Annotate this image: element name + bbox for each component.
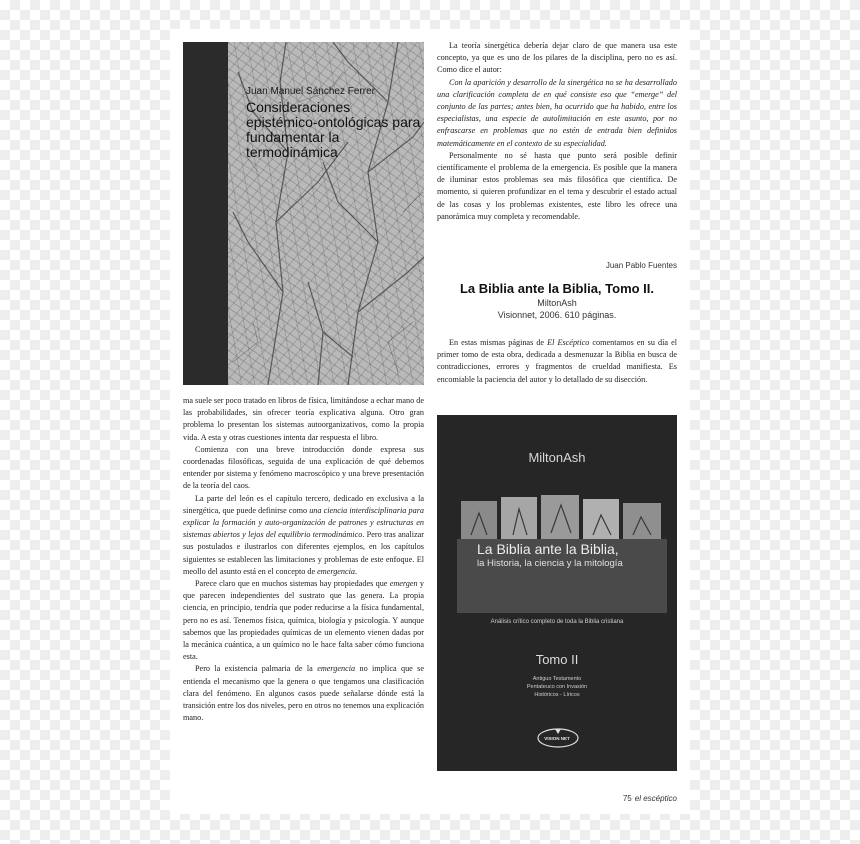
review-body <box>437 337 677 386</box>
text-run: En estas mismas páginas de <box>449 338 548 347</box>
review-heading <box>437 281 677 321</box>
review-publisher: Visionnet, 2006. 610 páginas. <box>497 310 617 320</box>
review-title: La Biblia ante la Biblia, Tomo II. <box>459 281 655 296</box>
cover-volume: Tomo II <box>535 652 579 667</box>
paragraph: Comienza con una breve introducción donde expresa sus coordenadas filosóficas, seguida de una explicación de qué debemos entender por sistema y fenómeno macroscópico y una breve presentación de la teoría del caos. <box>183 444 424 491</box>
paragraph <box>437 337 677 386</box>
quote-text: Con la aparición y desarrollo de la sinergética no se ha desarrollado una clarificación completa de en qué consiste eso que “emerge” del conjunto de las partes; antes bien, ha ocurrido que ha habido, entre los especialistas, una especie de autolimitación en este asunto, por no enfrascarse en problemas que no estén de entrada bien definidos matemáticamente en el contexto de su especialidad. <box>437 77 677 148</box>
cover-brand: MiltonAsh <box>528 450 586 465</box>
cover-title: La Biblia ante la Biblia, <box>477 541 619 557</box>
text-run: . Pero tras analizar sus postulados e ilustrarlos con diferentes ejemplos, en los capítulos siguientes se establecen las limitaciones y problemas de este enfoque. El meollo del asunto está en el concepto de <box>183 530 424 576</box>
cover-subtitle: la Historia, la ciencia y la mitología <box>477 558 623 569</box>
cover-author: Juan Manuel Sánchez Ferrer <box>246 86 375 97</box>
book-cover-biblia <box>437 415 677 771</box>
page-footer <box>570 794 677 803</box>
text-run: Pero la existencia palmaria de la <box>195 664 318 674</box>
cover-tagline: Análisis crítico completo de toda la Biblia cristiana <box>490 619 624 625</box>
emphasis-text: El Escéptico <box>547 338 590 347</box>
review-signature: Juan Pablo Fuentes <box>605 261 677 270</box>
text-run: y que parecen independientes del sustrato que las genera. La propia ciencia, en principio, tendría que poder reducirse a la física fundamental, pero no es así. Tenemos física, química, biología y psicología. Y aunque sabemos que las propiedades químicas de un elemento vienen dadas por la mecánica cuántica, a un químico no le hace falta saber cómo funciona esta. <box>183 579 424 662</box>
text-run: no implica que se entienda el mecanismo que la genera o que tengamos una clasificación clara del fenómeno. En algunos casos puede señalarse dónde está la transición entre los dos niveles, pero en otros no tenemos una explicación mano. <box>183 664 425 723</box>
cover-contents-line: Históricos - Líricos <box>534 692 580 698</box>
paragraph: ma suele ser poco tratado en libros de física, limitándose a echar mano de las probabilidades, sin ofrecer teoría explicativa alguna. Otro gran problema lo presentan los sistemas autoorganizativos, como la propia vida. A esta y otras cuestiones intenta dar respuesta el libro. <box>183 396 424 442</box>
paragraph <box>183 493 424 578</box>
cover-contents-line: Pentateuco con Invasión <box>526 684 588 690</box>
cover-title: Consideraciones epistémico-ontológicas para fundamentar la termodinámica <box>246 99 421 160</box>
right-text-column <box>437 40 677 223</box>
book-cover-thermodynamics <box>183 42 424 385</box>
quote-paragraph <box>437 77 677 150</box>
paragraph <box>183 578 424 663</box>
magazine-page <box>170 29 690 814</box>
emphasis-text: emergencia <box>317 566 356 576</box>
cover-contents-line: Antiguo Testamento <box>532 676 582 682</box>
cover-spine <box>183 42 228 385</box>
emphasis-text: emergen <box>389 579 418 589</box>
text-run: La parte del león es el capítulo tercero, dedicado en exclusiva a la sinergética, que puede definirse como <box>183 493 424 515</box>
text-run: Parece claro que en muchos sistemas hay propiedades que <box>195 579 390 589</box>
magazine-name: el escéptico <box>634 794 677 803</box>
cover-image-strip <box>461 495 661 541</box>
review-author: MiltonAsh <box>537 298 577 308</box>
cover-contents <box>437 675 677 699</box>
emphasis-text: emergencia <box>317 664 356 674</box>
emphasis-text: una ciencia interdisciplinaria para explicar la formación y auto-organización de patrones y estructuras en sistemas abiertos y lejos del equilibrio termodinámico <box>183 505 424 540</box>
left-text-column <box>183 395 424 724</box>
page-number: 75 <box>622 794 632 803</box>
text-run: . <box>355 566 358 576</box>
paragraph <box>183 663 424 724</box>
paragraph: Personalmente no sé hasta que punto será posible definir científicamente el problema de la emergencia. Es posible que la manera de iluminar estos problemas sea más filosófica que científica. De momento, si quieren profundizar en el tema y descubrir el estado actual de las cosas y los problemas existentes, este libro les ofrece una panorámica muy completa y recomendable. <box>437 150 677 221</box>
text-run: comentamos en su día el primer tomo de esta obra, dedicada a desmenuzar la Biblia en busca de contradicciones, errores y fragmentos de crueldad manifiesta. Es encomiable la paciencia del autor y lo detallado de su disección. <box>437 338 677 384</box>
publisher-logo-text: VISION NET <box>544 736 570 741</box>
paragraph: La teoría sinergética debería dejar claro de que manera usa este concepto, ya que es uno de los pilares de la disciplina, pero no es así. Como dice el autor: <box>437 41 677 75</box>
